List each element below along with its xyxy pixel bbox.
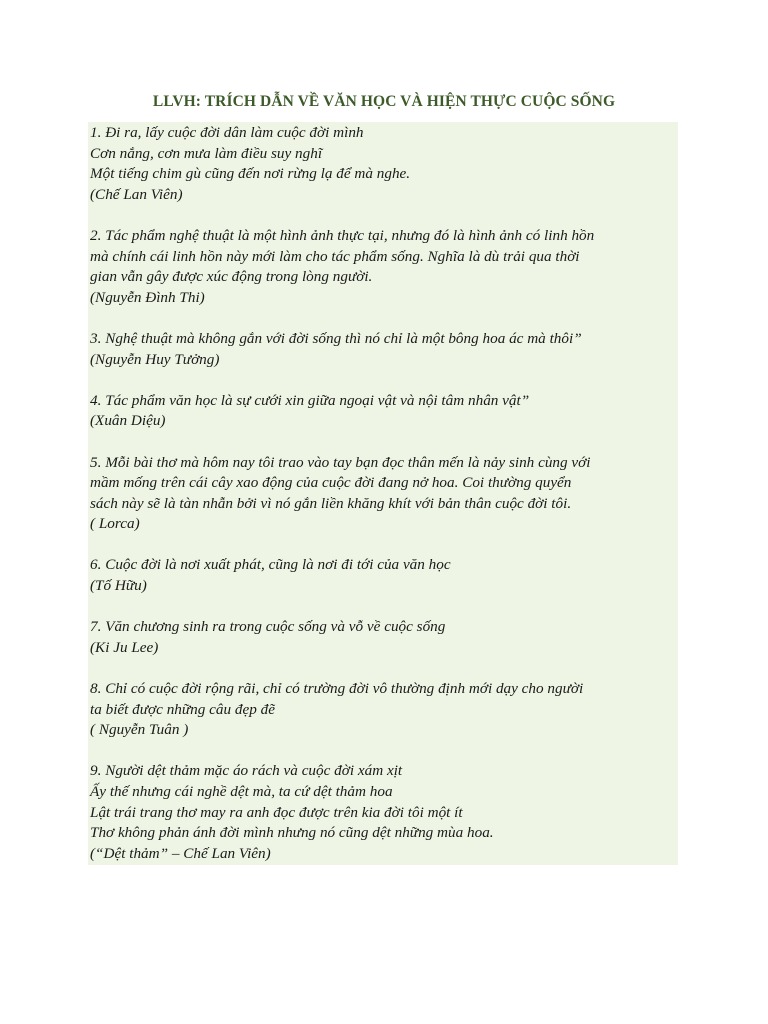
quote-list [90,123,678,864]
quote-item [90,123,678,205]
quote-line: 8. Chỉ có cuộc đời rộng rãi, chỉ có trường đời vô thường định mới dạy cho người [90,680,584,698]
quote-item [90,679,678,741]
quote-line: Ấy thế nhưng cái nghề dệt mà, ta cứ dệt thảm hoa [90,783,393,800]
quote-item [90,391,678,432]
quote-author: (Nguyễn Huy Tưởng) [90,350,220,368]
quote-item [90,555,678,596]
quote-item [90,226,678,308]
quote-line: sách này sẽ là tàn nhẫn bởi vì nó gắn liền khăng khít với bản thân cuộc đời tôi. [90,494,572,512]
quote-line: 2. Tác phẩm nghệ thuật là một hình ảnh thực tại, nhưng đó là hình ảnh có linh hồn [90,226,595,244]
quote-line: 9. Người dệt thảm mặc áo rách và cuộc đời xám xịt [90,762,403,780]
quote-author: (Tố Hữu) [90,577,147,595]
quote-line: Thơ không phản ánh đời mình nhưng nó cũng dệt những mùa hoa. [90,824,494,842]
quote-line: Cơn nắng, cơn mưa làm điều suy nghĩ [90,144,323,162]
document-title: LLVH: TRÍCH DẪN VỀ VĂN HỌC VÀ HIỆN THỰC CUỘC SỐNG [152,93,616,110]
quote-author: (Xuân Diệu) [90,412,166,430]
quote-line: 7. Văn chương sinh ra trong cuộc sống và vỗ về cuộc sống [90,618,446,636]
quote-line: 5. Mỗi bài thơ mà hôm nay tôi trao vào tay bạn đọc thân mến là nảy sinh cùng với [90,453,591,471]
quote-author: ( Nguyễn Tuân ) [90,721,189,739]
quote-line: 3. Nghệ thuật mà không gắn với đời sống thì nó chỉ là một bông hoa ác mà thôi” [90,329,582,347]
quote-author: (Ki Ju Lee) [90,638,159,656]
quote-author: (Nguyễn Đình Thi) [90,288,205,306]
quote-line: 4. Tác phẩm văn học là sự cưới xin giữa ngoại vật và nội tâm nhân vật” [90,391,530,409]
quote-author: ( Lorca) [90,515,140,533]
quote-line: 1. Đi ra, lấy cuộc đời dân làm cuộc đời mình [90,124,364,141]
quote-line: ta biết được những câu đẹp đẽ [90,700,275,718]
quote-author: (Chế Lan Viên) [90,185,183,203]
quote-line: mầm mống trên cái cây xao động của cuộc đời đang nở hoa. Coi thường quyển [90,474,572,492]
quote-item [90,453,678,535]
quote-line: mà chính cái linh hồn này mới làm cho tác phẩm sống. Nghĩa là dù trải qua thời [90,247,580,265]
quote-line: Lật trái trang thơ may ra anh đọc được trên kia đời tôi một ít [90,803,463,821]
quote-line: gian vẫn gây được xúc động trong lòng người. [90,268,373,286]
quote-line: Một tiếng chim gù cũng đến nơi rừng lạ để mà nghe. [90,165,411,183]
quote-item [90,329,678,370]
quote-item [90,761,678,864]
quote-item [90,617,678,658]
quote-author: (“Dệt thảm” – Chế Lan Viên) [90,844,271,862]
quote-line: 6. Cuộc đời là nơi xuất phát, cũng là nơi đi tới của văn học [90,556,451,574]
